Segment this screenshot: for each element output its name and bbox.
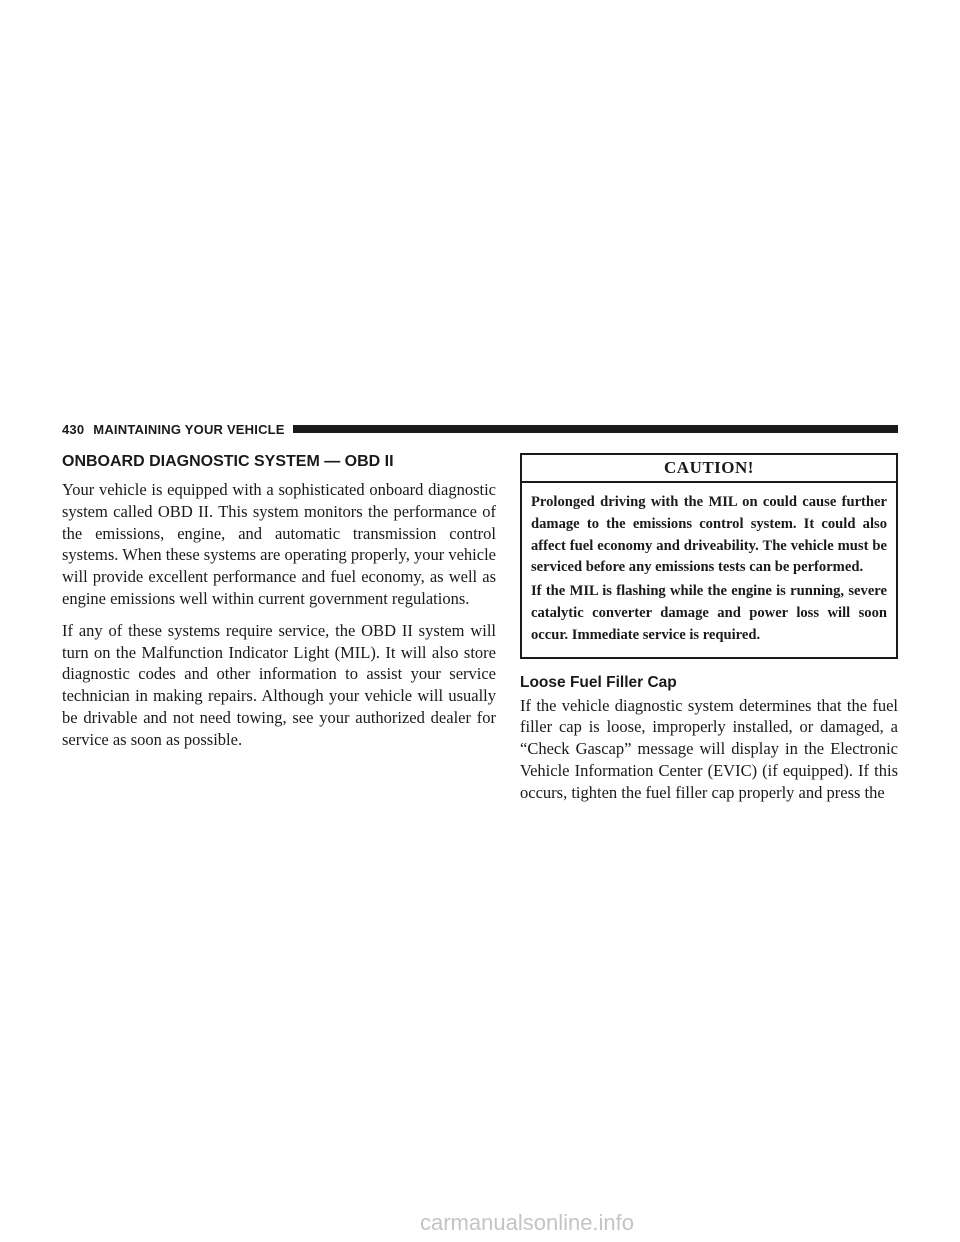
caution-title: CAUTION! bbox=[522, 455, 896, 483]
caution-body bbox=[522, 483, 896, 657]
page-number: 430 bbox=[62, 421, 85, 437]
fuel-cap-subheading: Loose Fuel Filler Cap bbox=[520, 673, 677, 691]
page-header bbox=[62, 421, 898, 437]
caution-paragraph-2: If the MIL is flashing while the engine is running, severe catalytic converter damage and power loss will soon occur. Immediate service is required. bbox=[531, 583, 887, 643]
caution-box bbox=[520, 453, 898, 659]
right-column bbox=[520, 453, 898, 814]
fuel-cap-paragraph: If the vehicle diagnostic system determines that the fuel filler cap is loose, improperly installed, or damaged, a “Check Gascap” message will display in the Electronic Vehicle Information Center (EVIC) (if equipped). If this occurs, tighten the fuel filler cap properly and press the bbox=[520, 695, 898, 802]
obd-heading: ONBOARD DIAGNOSTIC SYSTEM — OBD II bbox=[62, 453, 394, 470]
watermark: carmanualsonline.info bbox=[420, 1210, 635, 1235]
obd-paragraph-2: If any of these systems require service, the OBD II system will turn on the Malfunction Indicator Light (MIL). It will also store diagnostic codes and other information to assist your service technician in making repairs. Although your vehicle will usually be drivable and not need towing, see your authorized dealer for service as soon as possible. bbox=[62, 620, 496, 749]
left-column bbox=[62, 452, 496, 761]
obd-paragraph-1: Your vehicle is equipped with a sophisticated onboard diagnostic system called OBD II. This system monitors the performance of the emissions, engine, and automatic transmission control systems. When these systems are operating properly, your vehicle will provide excellent performance and fuel economy, as well as engine emissions well within current government regulations. bbox=[62, 480, 496, 608]
header-rule bbox=[293, 425, 898, 433]
section-title: MAINTAINING YOUR VEHICLE bbox=[93, 421, 285, 437]
caution-paragraph-1: Prolonged driving with the MIL on could cause further damage to the emissions control system. It could also affect fuel economy and driveability. The vehicle must be serviced before any emissions tests can be performed. bbox=[531, 494, 887, 576]
